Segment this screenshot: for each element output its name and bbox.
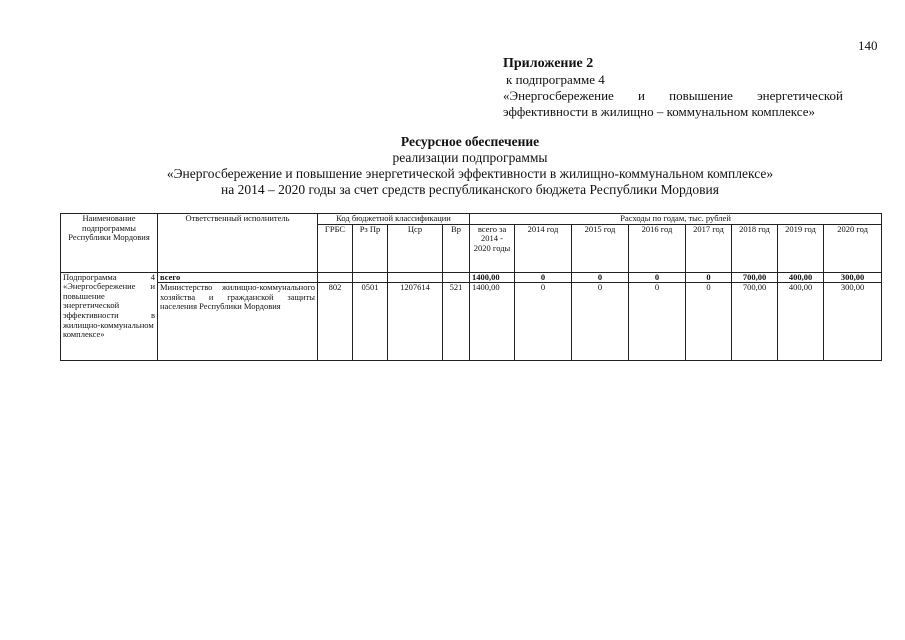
- header-executor: Ответственный исполнитель: [158, 214, 318, 273]
- document-heading: [60, 134, 880, 198]
- header-2017: 2017 год: [686, 224, 732, 272]
- vr-cell: 521: [443, 283, 470, 361]
- rzpr-cell: 0501: [353, 283, 388, 361]
- executor-ministry-cell: Министерство жилищно-коммунального хозяйства и гражданской защиты населения Республики Мордовия: [158, 283, 318, 361]
- header-grbs: ГРБС: [318, 224, 353, 272]
- vr-total-cell: [443, 272, 470, 283]
- total-2016-cell: 0: [629, 272, 686, 283]
- appendix-line-3: эффективности в жилищно – коммунальном комплексе»: [503, 104, 815, 119]
- header-rzpr: Рз Пр: [353, 224, 388, 272]
- total-2015-cell: 0: [572, 272, 629, 283]
- header-csr: Цср: [388, 224, 443, 272]
- header-2020: 2020 год: [824, 224, 882, 272]
- ministry-2015-cell: 0: [572, 283, 629, 361]
- page-number: 140: [858, 38, 878, 53]
- ministry-2016-cell: 0: [629, 283, 686, 361]
- appendix-line-2: «Энергосбережение и повышение энергетической: [503, 88, 843, 103]
- header-2014: 2014 год: [515, 224, 572, 272]
- table-row-ministry: [61, 283, 882, 361]
- total-2018-cell: 700,00: [732, 272, 778, 283]
- header-vr: Вр: [443, 224, 470, 272]
- header-row-1: [61, 214, 882, 225]
- header-2019: 2019 год: [778, 224, 824, 272]
- grbs-cell: 802: [318, 283, 353, 361]
- header-budget-code: Код бюджетной классификации: [318, 214, 470, 225]
- grbs-total-cell: [318, 272, 353, 283]
- appendix-block: [503, 56, 843, 120]
- heading-line-3: «Энергосбережение и повышение энергетической эффективности в жилищно-коммунальном комплексе»: [166, 166, 774, 181]
- table-row-total: [61, 272, 882, 283]
- heading-line-2: реализации подпрограммы: [392, 150, 548, 165]
- executor-total-cell: всего: [158, 272, 318, 283]
- subprogram-name-cell: Подпрограмма 4 «Энергосбережение и повышение энергетической эффективности в жилищно-коммунальном комплексе»: [61, 272, 158, 361]
- header-2015: 2015 год: [572, 224, 629, 272]
- csr-total-cell: [388, 272, 443, 283]
- resource-table: [60, 213, 882, 361]
- total-2014-cell: 0: [515, 272, 572, 283]
- appendix-title: Приложение 2: [503, 56, 594, 71]
- header-name: Наименование подпрограммы Республики Мордовия: [61, 214, 158, 273]
- header-total: всего за 2014 - 2020 годы: [470, 224, 515, 272]
- header-2018: 2018 год: [732, 224, 778, 272]
- ministry-2019-cell: 400,00: [778, 283, 824, 361]
- ministry-sum-cell: 1400,00: [470, 283, 515, 361]
- csr-cell: 1207614: [388, 283, 443, 361]
- ministry-2017-cell: 0: [686, 283, 732, 361]
- total-2019-cell: 400,00: [778, 272, 824, 283]
- heading-title: Ресурсное обеспечение: [400, 134, 540, 149]
- total-sum-cell: 1400,00: [470, 272, 515, 283]
- heading-line-4: на 2014 – 2020 годы за счет средств республиканского бюджета Республики Мордовия: [221, 182, 719, 197]
- header-expenses: Расходы по годам, тыс. рублей: [470, 214, 882, 225]
- ministry-2020-cell: 300,00: [824, 283, 882, 361]
- ministry-2018-cell: 700,00: [732, 283, 778, 361]
- ministry-2014-cell: 0: [515, 283, 572, 361]
- rzpr-total-cell: [353, 272, 388, 283]
- total-2020-cell: 300,00: [824, 272, 882, 283]
- total-2017-cell: 0: [686, 272, 732, 283]
- appendix-line-1: к подпрограмме 4: [506, 72, 605, 87]
- header-2016: 2016 год: [629, 224, 686, 272]
